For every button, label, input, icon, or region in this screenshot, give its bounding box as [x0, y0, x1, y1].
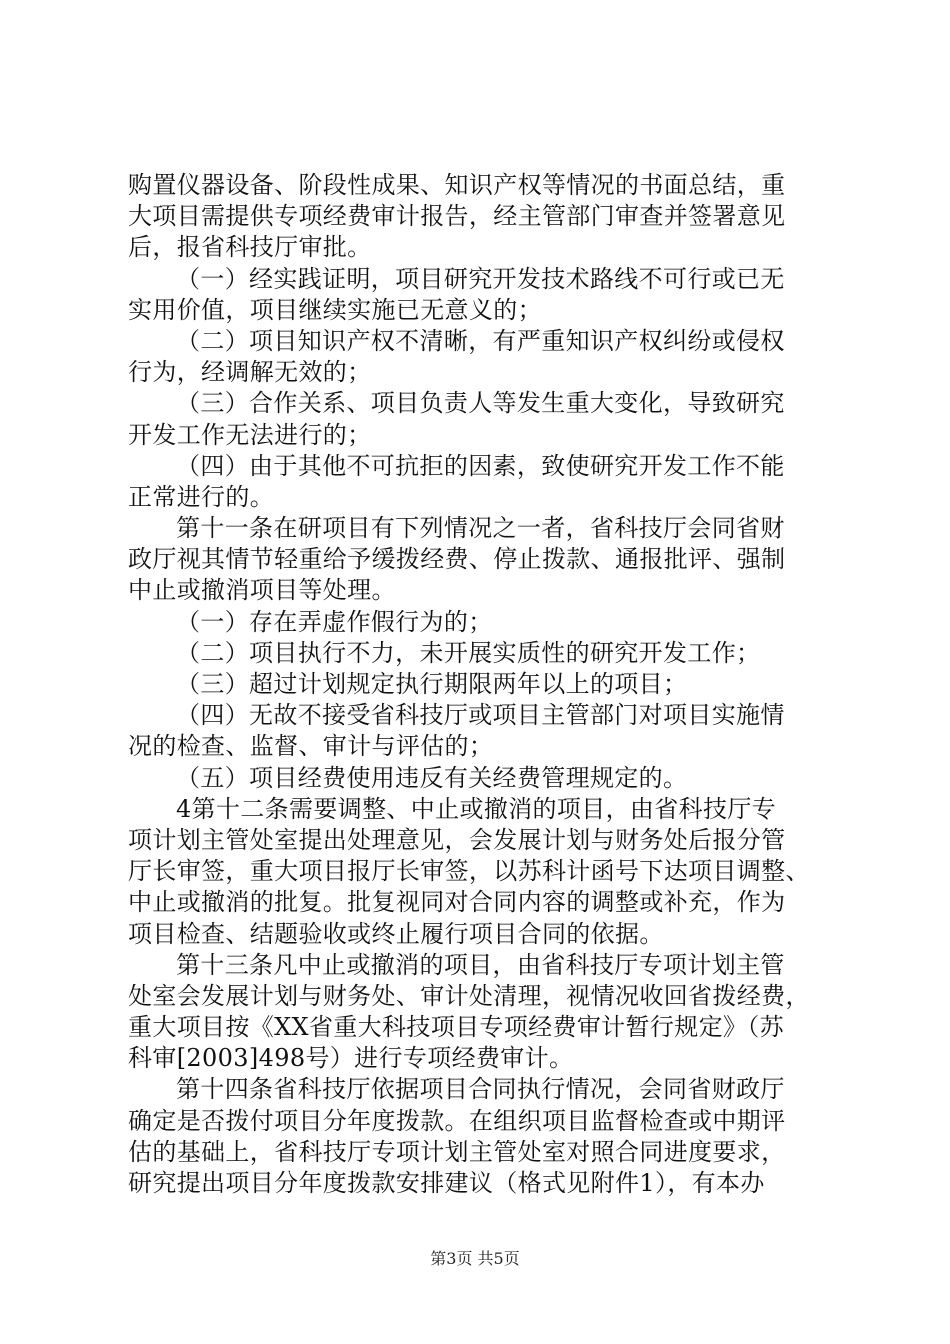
- body-text: [128, 170, 840, 1199]
- text-line: 开发工作无法进行的；: [128, 420, 372, 449]
- text-line: 行为，经调解无效的；: [128, 358, 372, 387]
- text-line: （四）由于其他不可抗拒的因素，致使研究开发工作不能: [176, 451, 785, 480]
- text-line: 第十四条省科技厅依据项目合同执行情况，会同省财政厅: [176, 1075, 785, 1104]
- page-footer: 第3页 共5页: [430, 1249, 520, 1268]
- text-line: （四）无故不接受省科技厅或项目主管部门对项目实施情: [176, 701, 785, 730]
- text-line: 项计划主管处室提出处理意见，会发展计划与财务处后报分管: [128, 825, 786, 854]
- text-line: 科审[2003]498号）进行专项经费审计。: [128, 1044, 574, 1073]
- text-line: （二）项目执行不力，未开展实质性的研究开发工作；: [176, 638, 761, 667]
- text-line: 实用价值，项目继续实施已无意义的；: [128, 295, 542, 324]
- text-line: 购置仪器设备、阶段性成果、知识产权等情况的书面总结，重: [128, 171, 786, 199]
- text-line: 中止或撤消项目等处理。: [128, 576, 396, 605]
- text-line: 确定是否拨付项目分年度拨款。在组织项目监督检查或中期评: [128, 1106, 786, 1135]
- text-line: 正常进行的。: [128, 482, 275, 511]
- text-line: （一）经实践证明，项目研究开发技术路线不可行或已无: [176, 264, 785, 293]
- text-line: 第十一条在研项目有下列情况之一者，省科技厅会同省财: [176, 514, 785, 543]
- text-line: 处室会发展计划与财务处、审计处清理，视情况收回省拨经费，: [128, 981, 810, 1010]
- text-line: （一）存在弄虚作假行为的；: [176, 607, 493, 636]
- text-line: （五）项目经费使用违反有关经费管理规定的。: [176, 763, 688, 792]
- text-line: 重大项目按《XX省重大科技项目专项经费审计暂行规定》（苏: [128, 1013, 784, 1042]
- text-line: 中止或撤消的批复。批复视同对合同内容的调整或补充，作为: [128, 888, 786, 917]
- text-line: 况的检查、监督、审计与评估的；: [128, 732, 494, 761]
- text-line: （三）合作关系、项目负责人等发生重大变化，导致研究: [176, 389, 785, 418]
- text-line: 估的基础上，省科技厅专项计划主管处室对照合同进度要求，: [128, 1137, 786, 1166]
- text-line: 研究提出项目分年度拨款安排建议（格式见附件1），有本办: [128, 1169, 765, 1197]
- text-line: 政厅视其情节轻重给予缓拨经费、停止拨款、通报批评、强制: [128, 545, 786, 574]
- text-line: 大项目需提供专项经费审计报告，经主管部门审查并签署意见: [128, 202, 786, 231]
- text-line: （三）超过计划规定执行期限两年以上的项目；: [176, 670, 688, 698]
- text-line: 厅长审签，重大项目报厅长审签，以苏科计函号下达项目调整、: [128, 857, 810, 886]
- text-line: 第十三条凡中止或撤消的项目，由省科技厅专项计划主管: [176, 950, 785, 979]
- text-line: 4第十二条需要调整、中止或撤消的项目，由省科技厅专: [176, 794, 777, 823]
- text-line: （二）项目知识产权不清晰，有严重知识产权纠纷或侵权: [176, 326, 785, 355]
- text-line: 后，报省科技厅审批。: [128, 233, 372, 262]
- text-line: 项目检查、结题验收或终止履行项目合同的依据。: [128, 919, 664, 948]
